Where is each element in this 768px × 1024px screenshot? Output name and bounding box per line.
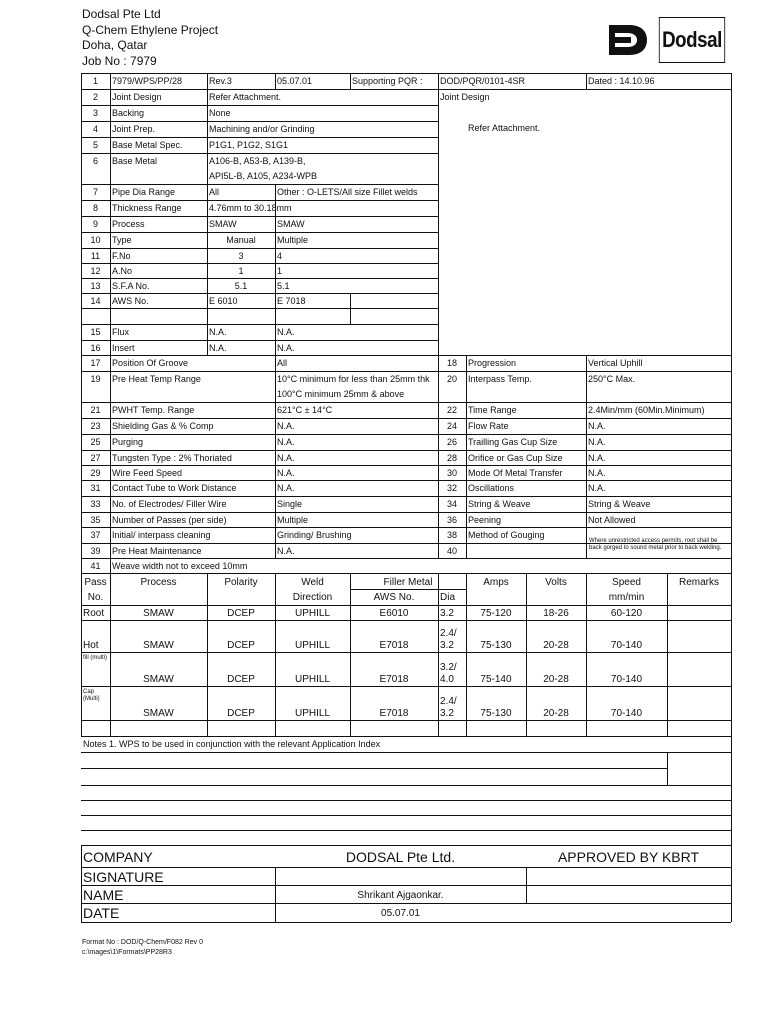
param-value: All: [209, 187, 220, 197]
rule-line: [81, 371, 731, 372]
rule-line: [81, 340, 438, 341]
row-number-2: 24: [446, 421, 457, 431]
param-value-2: N.A.: [277, 343, 295, 353]
pass-process: SMAW: [143, 674, 174, 685]
date-value: 05.07.01: [381, 908, 420, 919]
param-label: Type: [112, 235, 132, 245]
rule-line: [81, 418, 731, 419]
rule-line: [81, 308, 438, 309]
header-speed: Speed: [612, 577, 641, 588]
row-value: Single: [277, 499, 303, 509]
rule-line: [81, 686, 731, 687]
pass-direction: UPHILL: [294, 640, 330, 651]
rule-line: [526, 867, 527, 903]
row-label: No. of Electrodes/ Filler Wire: [112, 499, 227, 509]
row-value: N.A.: [277, 437, 295, 447]
pass-volts: 20-28: [543, 640, 569, 651]
rule-line: [81, 800, 731, 801]
rule-line: [81, 324, 438, 325]
rule-line: [667, 785, 731, 786]
row-label-2: Flow Rate: [468, 421, 509, 431]
header-aws: AWS No.: [373, 592, 415, 603]
wps-date: 05.07.01: [277, 76, 313, 86]
header-speed-unit: mm/min: [608, 592, 645, 603]
param-value-2: 4: [277, 251, 283, 261]
dodsal-logo: [607, 17, 731, 63]
rule-line: [350, 589, 466, 590]
gouging-note: Where unrestricted access permits, root shall be back gorged to sound metal prior to back welding.: [589, 538, 722, 551]
row-label: Pre Heat Temp Range: [112, 374, 201, 384]
param-value: Refer Attachment.: [209, 92, 282, 102]
pass-polarity: DCEP: [227, 708, 255, 719]
header-volts: Volts: [545, 577, 567, 588]
rule-line: [81, 720, 731, 721]
param-value-2: SMAW: [277, 219, 305, 229]
footer: [82, 938, 203, 958]
param-value: 4.76mm to 30.18mm: [209, 203, 292, 213]
file-path: c:\mages\1\Formats\PP28R3: [82, 949, 172, 956]
name-label: NAME: [83, 887, 124, 903]
param-number: 4: [92, 124, 98, 134]
pass-process: SMAW: [143, 708, 174, 719]
rule-line: [81, 293, 438, 294]
pass-dia: 3.2: [440, 608, 454, 619]
rule-line: [81, 73, 731, 74]
rule-line: [81, 512, 731, 513]
rule-line: [731, 736, 732, 845]
param-label: Flux: [112, 327, 130, 337]
pass-amps: 75-140: [480, 674, 512, 685]
param-label: S.F.A No.: [112, 281, 150, 291]
wps-number: 7979/WPS/PP/28: [112, 76, 183, 86]
row-value: Grinding/ Brushing: [277, 530, 352, 540]
param-label: Insert: [112, 343, 135, 353]
param-number: 13: [90, 281, 101, 291]
pass-direction: UPHILL: [294, 674, 330, 685]
row-value: 10°C minimum for less than 25mm thk: [277, 374, 430, 384]
header-pass-no: No.: [87, 592, 104, 603]
param-value: 5.1: [234, 281, 248, 291]
row-value-2: N.A.: [588, 483, 606, 493]
row-number-2: 32: [446, 483, 457, 493]
row-label-2: Peening: [468, 515, 502, 525]
row-value-2: N.A.: [588, 437, 606, 447]
rule-line: [81, 736, 731, 737]
row-label: Weave width not to exceed 10mm: [112, 561, 248, 571]
rule-line: [81, 402, 731, 403]
pass-polarity: DCEP: [227, 608, 255, 619]
rule-line: [81, 137, 438, 138]
rule-line: [81, 89, 438, 90]
param-number: 10: [90, 235, 101, 245]
joint-design-note: Refer Attachment.: [468, 123, 541, 133]
pass-amps: 75-120: [480, 608, 512, 619]
company-value: DODSAL Pte Ltd.: [345, 849, 456, 865]
row-value-2: String & Weave: [588, 499, 651, 509]
rule-line: [81, 105, 438, 106]
param-value-line2: API5L-B, A105, A234-WPB: [209, 171, 318, 181]
row-number-2: 40: [446, 546, 457, 556]
pass-speed: 70-140: [610, 708, 643, 719]
rule-line: [81, 263, 438, 264]
row-number: 31: [90, 483, 101, 493]
row-number-2: 38: [446, 530, 457, 540]
param-value: A106-B, A53-B, A139-B,: [209, 156, 306, 166]
header-amps: Amps: [483, 577, 509, 588]
document-header: [82, 7, 218, 69]
format-number: Format No : DOD/Q-Chem/F082 Rev 0: [82, 939, 203, 946]
param-number: 16: [90, 343, 101, 353]
param-value-2: Multiple: [277, 235, 309, 245]
rule-line: [81, 121, 438, 122]
rule-line: [731, 845, 732, 922]
pass-name: Hot: [83, 640, 99, 651]
logo-text: Dodsal: [659, 17, 725, 63]
header-direction: Direction: [292, 592, 333, 603]
notes-line: Notes 1. WPS to be used in conjunction with the relevant Application Index: [83, 739, 381, 749]
param-value: P1G1, P1G2, S1G1: [209, 140, 289, 150]
header-weld: Weld: [301, 577, 324, 588]
rule-line: [81, 752, 731, 753]
row-label-2: Oscillations: [468, 483, 515, 493]
dodsal-mark-icon: [607, 17, 649, 63]
param-value: 3: [238, 251, 244, 261]
row-label: Initial/ interpass cleaning: [112, 530, 211, 540]
row-number-2: 22: [446, 405, 457, 415]
rule-line: [731, 89, 732, 355]
param-value: SMAW: [209, 219, 237, 229]
param-label: Base Metal: [112, 156, 158, 166]
param-number: 6: [92, 156, 98, 166]
rule-line: [81, 232, 438, 233]
rule-line: [81, 815, 731, 816]
row-label-2: [466, 545, 586, 557]
pass-amps: 75-130: [480, 640, 512, 651]
pass-speed: 60-120: [610, 608, 643, 619]
rule-line: [81, 573, 731, 574]
row-number: 25: [90, 437, 101, 447]
rule-line: [81, 845, 731, 846]
param-number: 8: [92, 203, 98, 213]
pass-dia-2: 4.0: [440, 674, 454, 685]
rule-line: [81, 216, 438, 217]
pass-amps: 75-130: [480, 708, 512, 719]
pass-volts: 20-28: [543, 708, 569, 719]
pass-direction: UPHILL: [294, 708, 330, 719]
pass-dia-2: 3.2: [440, 708, 454, 719]
row-number-2: 34: [446, 499, 457, 509]
param-label: AWS No.: [112, 296, 149, 306]
param-value-2: 1: [277, 266, 283, 276]
row-number: 35: [90, 515, 101, 525]
row-value: All: [277, 358, 288, 368]
pass-process: SMAW: [143, 608, 174, 619]
pass-aws: E7018: [379, 708, 409, 719]
rule-line: [81, 248, 438, 249]
rule-line: [81, 153, 438, 154]
header-polarity: Polarity: [224, 577, 258, 588]
row-number: 21: [90, 405, 101, 415]
row-label: Purging: [112, 437, 144, 447]
row-value-2: N.A.: [588, 453, 606, 463]
row-value-2: Vertical Uphill: [588, 358, 643, 368]
header-dia: Dia: [440, 592, 456, 603]
pqr-dated: Dated : 14.10.96: [588, 76, 655, 86]
rule-line: [81, 434, 731, 435]
param-value: 1: [238, 266, 244, 276]
rule-line: [81, 496, 731, 497]
revision: Rev.3: [209, 76, 232, 86]
row-label: Shielding Gas & % Comp: [112, 421, 214, 431]
param-label: Joint Prep.: [112, 124, 156, 134]
rule-line: [81, 922, 731, 923]
param-value: Machining and/or Grinding: [209, 124, 315, 134]
row-value: Multiple: [277, 515, 309, 525]
rule-line: [81, 200, 438, 201]
date-label: DATE: [83, 905, 120, 921]
signature-label: SIGNATURE: [83, 869, 164, 885]
row-number-2: 36: [446, 515, 457, 525]
row-value-2: Not Allowed: [588, 515, 636, 525]
row-label: Contact Tube to Work Distance: [112, 483, 237, 493]
param-value-2: 5.1: [277, 281, 290, 291]
row-label-2: Progression: [468, 358, 517, 368]
pass-dia: 3.2/: [440, 662, 457, 673]
pass-aws: E7018: [379, 674, 409, 685]
project-location: Doha, Qatar: [82, 38, 148, 52]
pass-speed: 70-140: [610, 640, 643, 651]
pqr-value: DOD/PQR/0101-4SR: [440, 76, 526, 86]
row-label: Tungsten Type : 2% Thoriated: [112, 453, 232, 463]
row-number-2: 30: [446, 468, 457, 478]
row-number: 27: [90, 453, 101, 463]
row-label-2: String & Weave: [468, 499, 531, 509]
row-number: 37: [90, 530, 101, 540]
row-label: PWHT Temp. Range: [112, 405, 195, 415]
rule-line: [81, 465, 731, 466]
company-name: Dodsal Pte Ltd: [82, 7, 161, 21]
param-value: N.A.: [209, 343, 227, 353]
rule-line: [731, 573, 732, 736]
rule-line: [81, 652, 731, 653]
param-label: Process: [112, 219, 145, 229]
pass-name: Cap (Multi): [83, 689, 100, 702]
row-label-2: Method of Gouging: [468, 530, 545, 540]
row-label: Position Of Groove: [112, 358, 189, 368]
param-number: 12: [90, 266, 101, 276]
row-number: 39: [90, 546, 101, 556]
param-number: 9: [92, 219, 98, 229]
pqr-label: Supporting PQR :: [352, 76, 423, 86]
row-number: 1: [92, 76, 98, 86]
rule-line: [81, 527, 731, 528]
name-value: Shrikant Ajgaonkar.: [357, 890, 444, 901]
row-value: N.A.: [277, 468, 295, 478]
pass-process: SMAW: [143, 640, 174, 651]
pass-volts: 18-26: [543, 608, 569, 619]
row-number-2: 28: [446, 453, 457, 463]
rule-line: [81, 278, 438, 279]
row-value-line2: 100°C minimum 25mm & above: [277, 389, 405, 399]
pass-aws: E7018: [379, 640, 409, 651]
param-number: 15: [90, 327, 101, 337]
pass-polarity: DCEP: [227, 640, 255, 651]
row-value: N.A.: [277, 483, 295, 493]
row-number-2: 26: [446, 437, 457, 447]
rule-line: [731, 73, 732, 89]
param-number: 11: [90, 251, 101, 261]
param-label: Thickness Range: [112, 203, 182, 213]
rule-line: [731, 355, 732, 573]
row-number: 41: [90, 561, 101, 571]
row-label-2: Orifice or Gas Cup Size: [468, 453, 563, 463]
param-value: Manual: [226, 235, 256, 245]
row-label: Wire Feed Speed: [112, 468, 183, 478]
param-number: 3: [92, 108, 98, 118]
rule-line: [438, 89, 731, 90]
param-value-2: N.A.: [277, 327, 295, 337]
param-value: N.A.: [209, 327, 227, 337]
row-number-2: 20: [446, 374, 457, 384]
row-value-2: 250°C Max.: [588, 374, 636, 384]
param-label: A.No: [112, 266, 133, 276]
row-label-2: Trailling Gas Cup Size: [468, 437, 558, 447]
row-label-2: Time Range: [468, 405, 517, 415]
param-label: Backing: [112, 108, 145, 118]
row-number: 33: [90, 499, 101, 509]
param-number: 14: [90, 296, 101, 306]
row-label-2: Interpass Temp.: [468, 374, 532, 384]
row-label: Number of Passes (per side): [112, 515, 227, 525]
row-label: Pre Heat Maintenance: [112, 546, 202, 556]
row-value-2: N.A.: [588, 468, 606, 478]
param-number: 5: [92, 140, 98, 150]
param-number: 7: [92, 187, 98, 197]
header-process: Process: [140, 577, 177, 588]
rule-line: [81, 830, 731, 831]
row-value: N.A.: [277, 421, 295, 431]
rule-line: [81, 785, 667, 786]
param-value: None: [209, 108, 231, 118]
rule-line: [81, 605, 731, 606]
param-label: Pipe Dia Range: [112, 187, 176, 197]
row-value-2: N.A.: [588, 421, 606, 431]
pass-volts: 20-28: [543, 674, 569, 685]
header-remarks: Remarks: [678, 577, 719, 588]
pass-dia: 2.4/: [440, 696, 457, 707]
row-number: 23: [90, 421, 101, 431]
row-number: 29: [90, 468, 101, 478]
pass-name: fill (multi): [83, 655, 107, 661]
param-value-2: E 7018: [277, 296, 306, 306]
pass-aws: E6010: [379, 608, 409, 619]
pass-dia: 2.4/: [440, 628, 457, 639]
pass-speed: 70-140: [610, 674, 643, 685]
param-number: 2: [92, 92, 98, 102]
pass-direction: UPHILL: [294, 608, 330, 619]
rule-line: [81, 480, 731, 481]
company-label: COMPANY: [83, 849, 153, 865]
row-value: 621°C ± 14°C: [277, 405, 333, 415]
job-number: Job No : 7979: [82, 53, 157, 68]
row-value-2: 2.4Min/mm (60Min.Minimum): [588, 405, 705, 415]
rule-line: [81, 450, 731, 451]
param-value-2: Other : O-LETS/All size Fillet welds: [277, 187, 418, 197]
row-number: 19: [90, 374, 101, 384]
rule-line: [81, 768, 667, 769]
pass-dia-2: 3.2: [440, 640, 454, 651]
row-number: 17: [90, 358, 101, 368]
row-value: N.A.: [277, 546, 295, 556]
approved-by: APPROVED BY KBRT: [557, 849, 700, 865]
header-pass: Pass: [84, 577, 107, 588]
rule-line: [667, 573, 668, 736]
joint-design-title: Joint Design: [440, 92, 490, 102]
param-label: Joint Design: [112, 92, 162, 102]
row-number-2: 18: [446, 358, 457, 368]
row-label-2: Mode Of Metal Transfer: [468, 468, 563, 478]
pass-name: Root: [83, 608, 105, 619]
pass-polarity: DCEP: [227, 674, 255, 685]
rule-line: [81, 355, 731, 356]
param-label: F.No: [112, 251, 131, 261]
rule-line: [667, 752, 668, 785]
project-name: Q-Chem Ethylene Project: [82, 22, 219, 37]
row-value: N.A.: [277, 453, 295, 463]
param-value: E 6010: [209, 296, 238, 306]
header-filler: Filler Metal: [383, 577, 433, 588]
param-label: Base Metal Spec.: [112, 140, 183, 150]
rule-line: [438, 89, 439, 355]
rule-line: [81, 184, 438, 185]
rule-line: [81, 620, 731, 621]
